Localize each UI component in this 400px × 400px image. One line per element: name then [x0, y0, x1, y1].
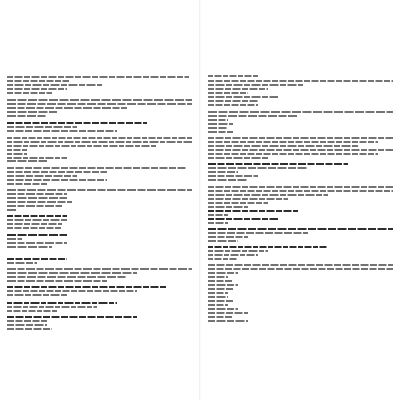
text-line [7, 262, 37, 264]
text-line [7, 272, 137, 274]
text-line [7, 115, 47, 117]
text-line [7, 246, 52, 248]
text-line [7, 238, 22, 240]
text-line [7, 103, 192, 105]
text-line [7, 320, 47, 322]
text-line [7, 99, 192, 101]
text-line [208, 153, 378, 155]
text-line [7, 126, 77, 128]
text-line [208, 115, 298, 117]
text-line [7, 141, 192, 143]
text-line [7, 223, 62, 225]
text-line [7, 167, 187, 169]
text-line [208, 292, 228, 294]
page-right [201, 0, 400, 400]
text-line [208, 190, 393, 192]
text-line [7, 280, 107, 282]
text-line [208, 308, 238, 310]
text-line [7, 294, 67, 296]
text-line [7, 92, 52, 94]
text-line [7, 171, 107, 173]
text-line [7, 145, 157, 147]
heading-line [208, 218, 278, 220]
heading-line [208, 210, 298, 212]
text-line [208, 258, 238, 260]
text-line [208, 186, 393, 188]
text-line [7, 324, 47, 326]
text-line [7, 201, 72, 203]
text-line [208, 236, 248, 238]
text-line [208, 104, 258, 106]
text-line [7, 310, 57, 312]
text-line [7, 183, 47, 185]
text-line [7, 153, 27, 155]
text-line [7, 197, 67, 199]
text-line [7, 179, 107, 181]
text-line [208, 75, 258, 77]
heading-line [7, 258, 67, 260]
text-line [7, 130, 117, 132]
text-line [7, 205, 62, 207]
text-line [208, 254, 258, 256]
text-line [7, 219, 67, 221]
heading-line [7, 286, 167, 288]
text-line [7, 160, 47, 162]
heading-line [7, 215, 67, 217]
text-line [208, 131, 233, 133]
text-line [7, 328, 52, 330]
text-line [208, 250, 268, 252]
text-line [7, 111, 57, 113]
text-line [7, 276, 127, 278]
text-line [208, 320, 248, 322]
text-line [208, 240, 238, 242]
heading-line [7, 316, 137, 318]
text-line [208, 171, 238, 173]
text-line [7, 242, 67, 244]
text-line [208, 268, 393, 270]
text-line [7, 157, 67, 159]
text-line [7, 137, 192, 139]
text-line [7, 227, 62, 229]
text-line [7, 189, 192, 191]
text-line [208, 100, 258, 102]
text-line [7, 175, 77, 177]
text-line [208, 84, 303, 86]
text-line [208, 157, 268, 159]
text-line [208, 202, 268, 204]
text-line [208, 179, 248, 181]
heading-line [7, 302, 117, 304]
text-line [208, 167, 308, 169]
text-line [208, 316, 233, 318]
text-line [208, 127, 228, 129]
text-line [7, 76, 189, 78]
text-line [208, 280, 233, 282]
text-line [208, 80, 393, 82]
text-line [208, 175, 258, 177]
text-line [208, 111, 393, 113]
text-line [7, 209, 17, 211]
heading-line [7, 234, 67, 236]
text-line [208, 222, 228, 224]
text-line [208, 96, 278, 98]
text-line [208, 304, 228, 306]
text-line [7, 306, 97, 308]
text-line [208, 272, 238, 274]
text-line [208, 232, 308, 234]
text-line [208, 194, 328, 196]
text-line [7, 290, 137, 292]
text-line [208, 214, 228, 216]
text-line [208, 123, 233, 125]
text-line [7, 107, 127, 109]
text-line [208, 145, 358, 147]
text-line [208, 276, 228, 278]
text-line [208, 92, 248, 94]
heading-line [208, 246, 328, 248]
text-line [7, 149, 27, 151]
text-line [208, 198, 288, 200]
text-line [208, 288, 233, 290]
page-left [0, 0, 199, 400]
heading-line [208, 228, 393, 230]
text-line [208, 119, 228, 121]
text-line [7, 88, 67, 90]
heading-line [208, 163, 348, 165]
text-line [208, 141, 378, 143]
text-line [7, 80, 69, 82]
text-line [208, 137, 393, 139]
text-line [7, 193, 67, 195]
text-line [7, 268, 192, 270]
text-line [208, 284, 238, 286]
text-line [208, 312, 248, 314]
heading-line [7, 122, 147, 124]
text-line [7, 84, 102, 86]
text-line [208, 149, 393, 151]
text-line [208, 88, 268, 90]
text-line [208, 296, 228, 298]
text-line [208, 264, 393, 266]
text-line [208, 300, 233, 302]
text-line [208, 206, 248, 208]
